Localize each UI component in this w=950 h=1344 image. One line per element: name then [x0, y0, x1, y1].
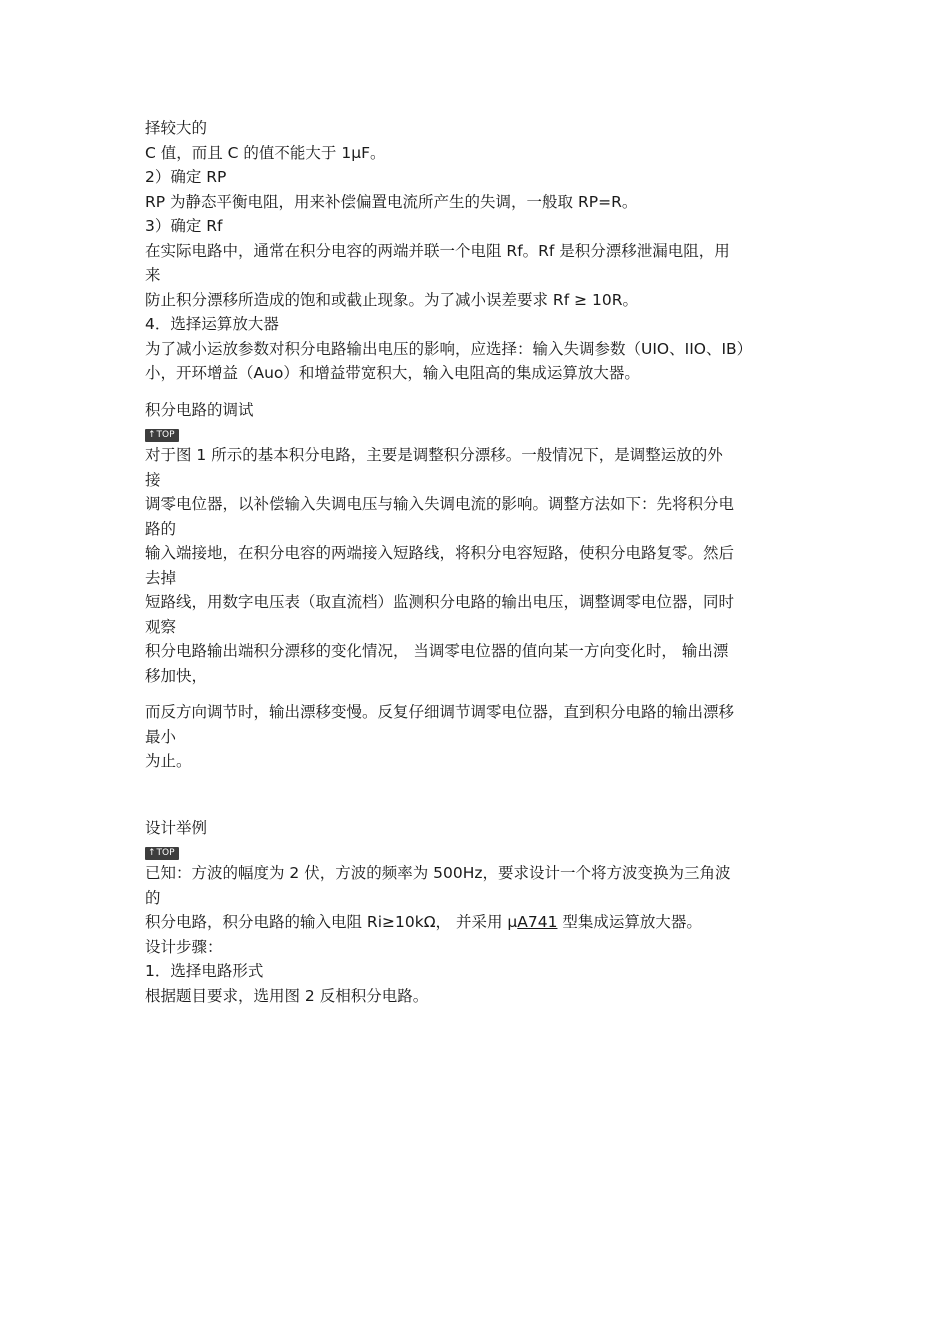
back-to-top-label: TOP: [156, 430, 175, 440]
section-component-selection: [145, 116, 810, 386]
text-line: 在实际电路中，通常在积分电容的两端并联一个电阻 Rf。Rf 是积分漂移泄漏电阻，用: [145, 241, 730, 260]
text-fragment: 积分电路，积分电路的输入电阻 Ri≥10kΩ， 并采用 μ: [145, 913, 518, 931]
section-design-example: [145, 816, 810, 1009]
back-to-top-button[interactable]: [145, 847, 179, 860]
text-line: 已知：方波的幅度为 2 伏，方波的频率为 500Hz，要求设计一个将方波变换为三角波: [145, 864, 731, 882]
arrow-up-icon: ↑: [148, 430, 156, 440]
section-title: 设计举例: [145, 818, 208, 837]
text-line: 为了减小运放参数对积分电路输出电压的影响，应选择：输入失调参数（UIO、IIO、IB）: [145, 339, 753, 358]
text-line: 3）确定 Rf: [145, 217, 223, 235]
text-line: 短路线，用数字电压表（取直流档）监测积分电路的输出电压，调整调零电位器，同时: [145, 593, 735, 611]
text-line: 小，开环增益（Auo）和增益带宽积大，输入电阻高的集成运算放大器。: [145, 364, 640, 382]
text-line: 的: [145, 888, 161, 907]
text-line: 移加快，: [145, 666, 208, 685]
text-line: 设计步骤：: [145, 937, 223, 956]
section-debugging: [145, 398, 810, 774]
text-line: 观察: [145, 617, 177, 636]
text-line: 最小: [145, 727, 177, 746]
text-line: 为止。: [145, 752, 192, 770]
back-to-top-label: TOP: [156, 848, 175, 858]
text-line: RP 为静态平衡电阻，用来补偿偏置电流所产生的失调，一般取 RP=R。: [145, 192, 638, 211]
text-line: 对于图 1 所示的基本积分电路，主要是调整积分漂移。一般情况下，是调整运放的外: [145, 446, 723, 464]
arrow-up-icon: ↑: [148, 848, 156, 858]
text-line: 去掉: [145, 568, 177, 587]
text-line: 防止积分漂移所造成的饱和或截止现象。为了减小误差要求 Rf ≥ 10R。: [145, 290, 638, 309]
text-line: 1．选择电路形式: [145, 962, 264, 980]
text-fragment: 型集成运算放大器。: [557, 913, 702, 931]
text-line: 来: [145, 266, 161, 284]
text-line: 输入端接地，在积分电容的两端接入短路线，将积分电容短路，使积分电路复零。然后: [145, 544, 735, 562]
text-line: 积分电路输出端积分漂移的变化情况， 当调零电位器的值向某一方向变化时， 输出漂: [145, 642, 729, 660]
text-line: 4．选择运算放大器: [145, 315, 279, 333]
text-line: 择较大的: [145, 119, 208, 137]
text-line: 根据题目要求，选用图 2 反相积分电路。: [145, 986, 429, 1005]
text-line: 接: [145, 470, 161, 489]
text-line: 而反方向调节时，输出漂移变慢。反复仔细调节调零电位器，直到积分电路的输出漂移: [145, 703, 735, 721]
text-line: 路的: [145, 519, 177, 538]
document-page: [145, 116, 810, 1008]
back-to-top-button[interactable]: [145, 429, 179, 442]
text-line: 2）确定 RP: [145, 168, 227, 186]
section-title: 积分电路的调试: [145, 400, 254, 419]
text-line: C 值，而且 C 的值不能大于 1μF。: [145, 143, 386, 162]
text-line: 调零电位器，以补偿输入失调电压与输入失调电流的影响。调整方法如下：先将积分电: [145, 495, 735, 513]
text-line: [145, 910, 810, 935]
ua741-link[interactable]: A741: [517, 913, 558, 931]
